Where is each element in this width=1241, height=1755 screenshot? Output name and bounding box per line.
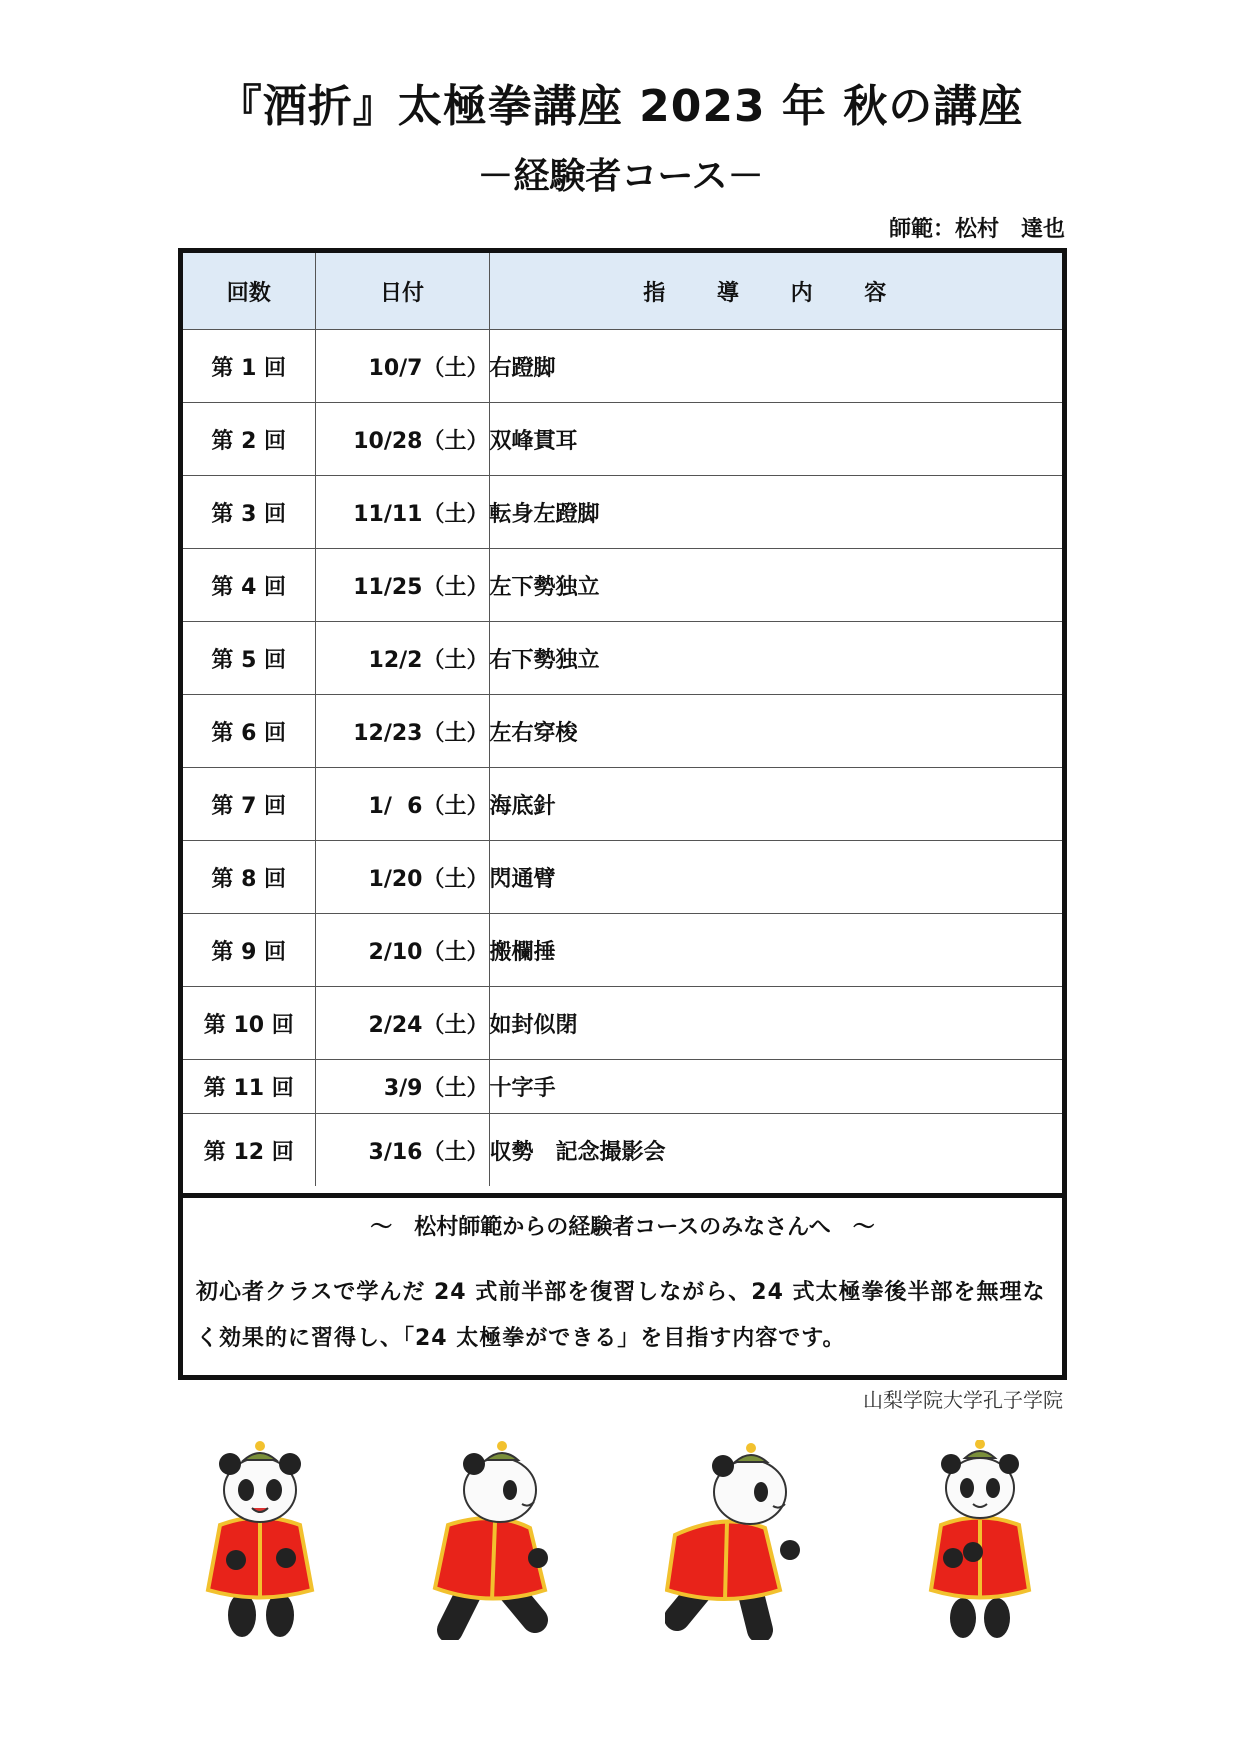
column-header-round: 回数 [183, 253, 315, 330]
table-row [183, 768, 1062, 841]
content-cell: 如封似閉 [489, 987, 1062, 1060]
date-cell: 12/23（土） [315, 695, 489, 768]
page-subtitle: －経験者コース－ [477, 156, 764, 197]
panda-mascot-4 [925, 1440, 1035, 1640]
round-cell: 第 2 回 [183, 403, 315, 476]
date-cell: 11/25（土） [315, 549, 489, 622]
round-cell: 第 3 回 [183, 476, 315, 549]
content-cell: 閃通臂 [489, 841, 1062, 914]
instructor-name: 師範：松村 達也 [888, 217, 1065, 242]
page-title: 『酒折』太極拳講座 2023 年 秋の講座 [217, 81, 1024, 132]
round-cell: 第 12 回 [183, 1114, 315, 1187]
date-cell: 1/20（土） [315, 841, 489, 914]
date-cell: 10/7（土） [315, 330, 489, 403]
content-cell: 転身左蹬脚 [489, 476, 1062, 549]
table-row [183, 987, 1062, 1060]
institution-name: 山梨学院大学孔子学院 [863, 1388, 1063, 1412]
round-cell: 第 10 回 [183, 987, 315, 1060]
message-heading: ～ 松村師範からの経験者コースのみなさんへ ～ [370, 1215, 875, 1240]
round-cell: 第 11 回 [183, 1060, 315, 1114]
content-cell: 右蹬脚 [489, 330, 1062, 403]
date-cell: 12/2（土） [315, 622, 489, 695]
content-cell: 収勢 記念撮影会 [489, 1114, 1062, 1187]
schedule-frame [178, 248, 1067, 1380]
round-cell: 第 1 回 [183, 330, 315, 403]
column-header-content: 指 導 内 容 [489, 253, 1062, 330]
instructor-message [183, 1193, 1062, 1375]
panda-mascot-1 [200, 1440, 320, 1640]
date-cell: 2/10（土） [315, 914, 489, 987]
table-row [183, 330, 1062, 403]
round-cell: 第 9 回 [183, 914, 315, 987]
content-cell: 十字手 [489, 1060, 1062, 1114]
round-cell: 第 8 回 [183, 841, 315, 914]
date-cell: 11/11（土） [315, 476, 489, 549]
table-row [183, 476, 1062, 549]
table-row [183, 1114, 1062, 1187]
date-cell: 1/ 6（土） [315, 768, 489, 841]
message-body: 初心者クラスで学んだ 24 式前半部を復習しながら、24 式太極拳後半部を無理なく効果的に習得し、「24 太極拳ができる」を目指す内容です。 [196, 1280, 1046, 1351]
table-row [183, 695, 1062, 768]
table-row [183, 914, 1062, 987]
round-cell: 第 7 回 [183, 768, 315, 841]
date-cell: 10/28（土） [315, 403, 489, 476]
table-header-row [183, 253, 1062, 330]
panda-mascot-3 [665, 1440, 805, 1640]
schedule-table [183, 253, 1062, 1186]
content-cell: 搬欄捶 [489, 914, 1062, 987]
table-row [183, 841, 1062, 914]
round-cell: 第 4 回 [183, 549, 315, 622]
content-cell: 左右穿梭 [489, 695, 1062, 768]
content-cell: 双峰貫耳 [489, 403, 1062, 476]
content-cell: 左下勢独立 [489, 549, 1062, 622]
table-row [183, 403, 1062, 476]
column-header-date: 日付 [315, 253, 489, 330]
date-cell: 3/9（土） [315, 1060, 489, 1114]
table-row [183, 549, 1062, 622]
table-row [183, 622, 1062, 695]
panda-mascot-2 [430, 1440, 560, 1640]
round-cell: 第 5 回 [183, 622, 315, 695]
date-cell: 2/24（土） [315, 987, 489, 1060]
round-cell: 第 6 回 [183, 695, 315, 768]
content-cell: 右下勢独立 [489, 622, 1062, 695]
content-cell: 海底針 [489, 768, 1062, 841]
table-row [183, 1060, 1062, 1114]
date-cell: 3/16（土） [315, 1114, 489, 1187]
